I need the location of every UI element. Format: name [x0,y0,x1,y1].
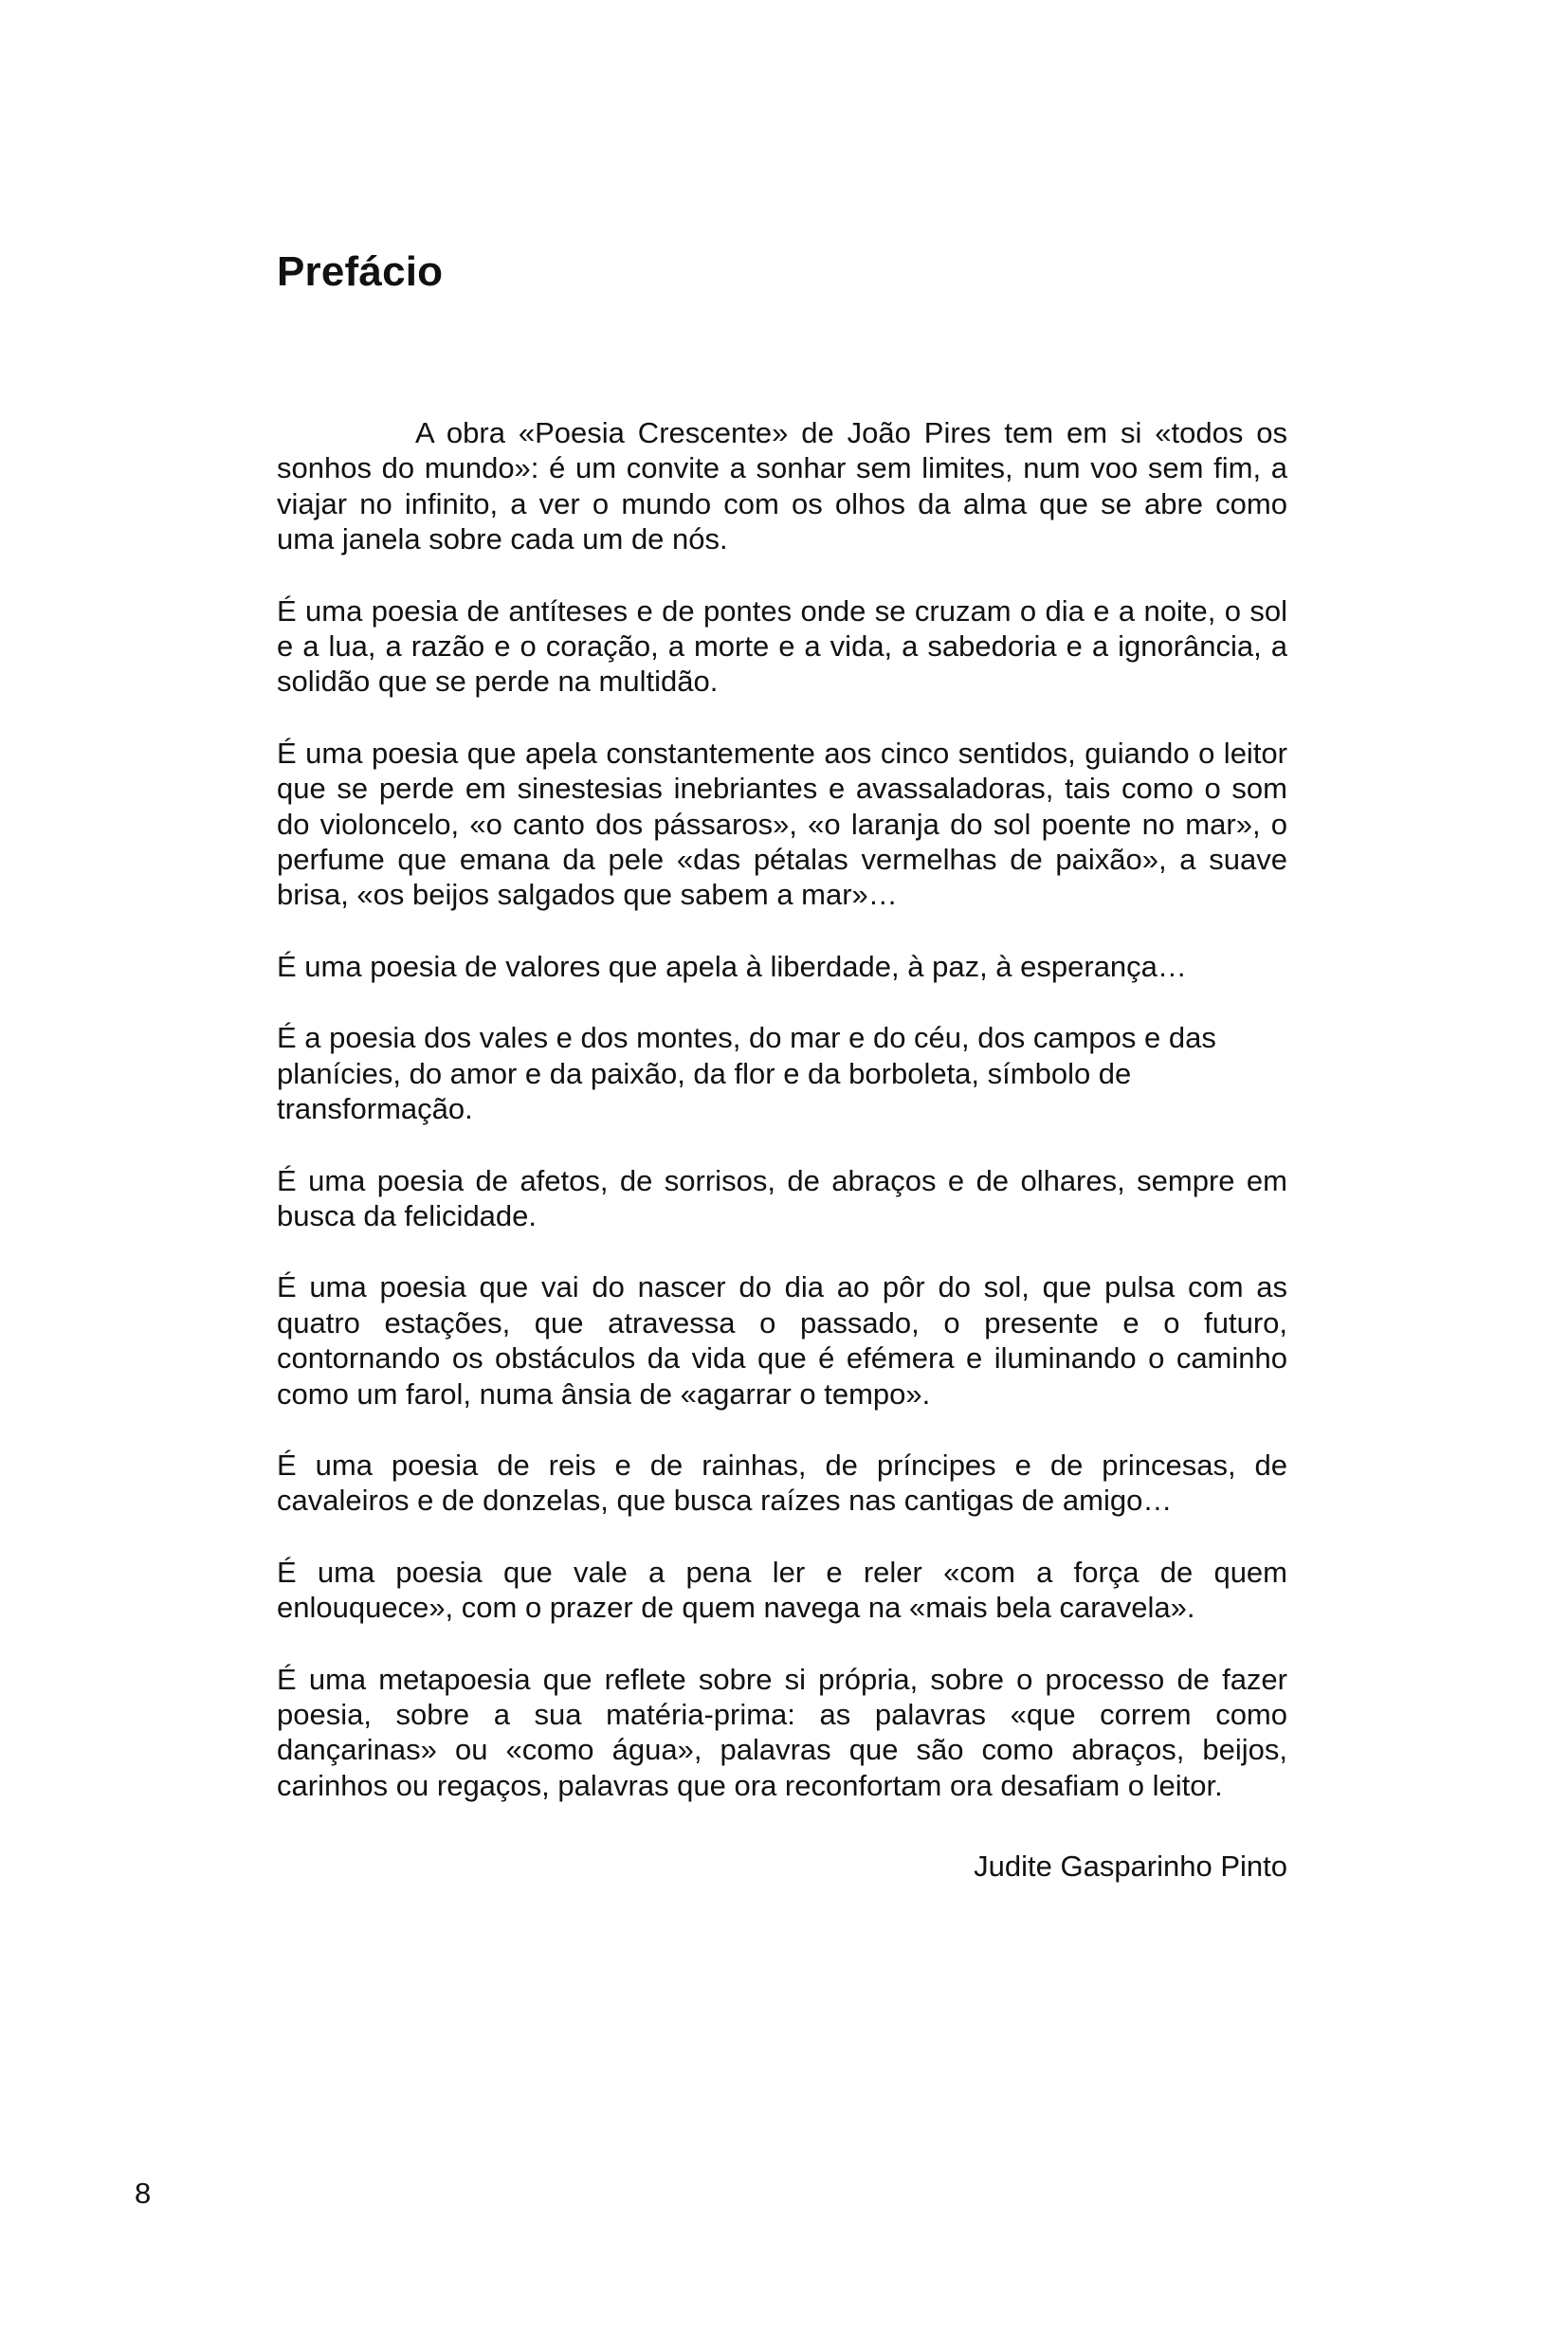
paragraph-7: É uma poesia que vai do nascer do dia ao pôr do sol, que pulsa com as quatro estações, que atravessa o passado, o presente e o futuro, contornando os obstáculos da vida que é efémera e iluminando o caminho como um farol, numa ânsia de «agarrar o tempo». [277,1270,1287,1411]
preface-body [277,415,1287,1839]
paragraph-2: É uma poesia de antíteses e de pontes onde se cruzam o dia e a noite, o sol e a lua, a razão e o coração, a morte e a vida, a sabedoria e a ignorância, a solidão que se perde na multidão. [277,593,1287,699]
paragraph-8: É uma poesia de reis e de rainhas, de príncipes e de princesas, de cavaleiros e de donzelas, que busca raízes nas cantigas de amigo… [277,1448,1287,1518]
paragraph-1: A obra «Poesia Crescente» de João Pires tem em si «todos os sonhos do mundo»: é um convite a sonhar sem limites, num voo sem fim, a viajar no infinito, a ver o mundo com os olhos da alma que se abre como uma janela sobre cada um de nós. [277,416,1287,556]
paragraph-5: É a poesia dos vales e dos montes, do mar e do céu, dos campos e das planícies, do amor e da paixão, da flor e da borboleta, símbolo de transformação. [277,1021,1216,1126]
author-signature: Judite Gasparinho Pinto [974,1850,1287,1883]
paragraph-9: É uma poesia que vale a pena ler e reler «com a força de quem enlouquece», com o prazer de quem navega na «mais bela caravela». [277,1555,1287,1625]
page-title: Prefácio [277,248,444,295]
paragraph-6: É uma poesia de afetos, de sorrisos, de abraços e de olhares, sempre em busca da felicidade. [277,1163,1287,1232]
paragraph-10: É uma metapoesia que reflete sobre si própria, sobre o processo de fazer poesia, sobre a sua matéria-prima: as palavras «que correm como dançarinas» ou «como água», palavras que são como abraços, beijos, carinhos ou regaços, palavras que ora reconfortam ora desafiam o leitor. [277,1662,1287,1802]
paragraph-3: É uma poesia que apela constantemente aos cinco sentidos, guiando o leitor que se perde em sinestesias inebriantes e avassaladoras, tais como o som do violoncelo, «o canto dos pássaros», «o laranja do sol poente no mar», o perfume que emana da pele «das pétalas vermelhas de paixão», a suave brisa, «os beijos salgados que sabem a mar»… [277,736,1287,912]
page-number: 8 [135,2177,152,2210]
paragraph-4: É uma poesia de valores que apela à liberdade, à paz, à esperança… [277,949,1187,983]
